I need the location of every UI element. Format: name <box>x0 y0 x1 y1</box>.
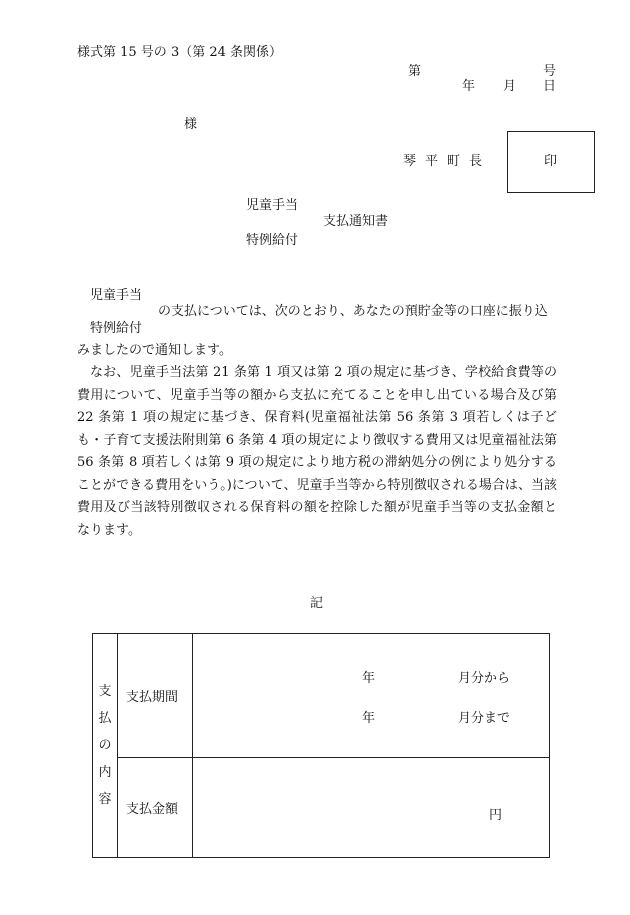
period-from-year: 年 <box>362 671 376 686</box>
body-first-line: の支払については、次のとおり、あなたの預貯金等の口座に振り込 <box>158 304 548 319</box>
vertical-char: 容 <box>98 792 112 807</box>
vertical-char: 内 <box>98 765 112 780</box>
payment-details-table <box>92 633 550 858</box>
vertical-char: 支 <box>98 684 112 699</box>
period-from-month: 月分から <box>458 671 511 686</box>
issuer-name: 琴平町長 <box>403 154 492 169</box>
title-option-child-allowance: 児童手当 <box>246 198 299 213</box>
payment-amount-label: 支払金額 <box>118 758 193 858</box>
form-number: 様式第 15 号の 3（第 24 条関係） <box>77 45 283 60</box>
document-number-prefix: 第 <box>408 64 422 79</box>
addressee-honorific: 様 <box>184 117 198 132</box>
period-to-month: 月分まで <box>458 711 511 726</box>
vertical-char: 払 <box>98 711 112 726</box>
date-month-label: 月 <box>503 79 517 94</box>
payment-period-field[interactable] <box>193 634 550 758</box>
body-second-line: みましたので通知します。 <box>77 343 232 358</box>
body-option-special-benefit: 特例給付 <box>90 321 143 336</box>
period-to-year: 年 <box>362 711 376 726</box>
date-day-label: 日 <box>543 79 557 94</box>
body-option-child-allowance: 児童手当 <box>90 288 143 303</box>
payment-amount-field[interactable] <box>193 758 550 858</box>
date-year-label: 年 <box>462 79 476 94</box>
ki-heading: 記 <box>310 596 324 611</box>
document-title: 支払通知書 <box>323 214 389 229</box>
document-number-suffix: 号 <box>543 64 557 79</box>
seal-label: 印 <box>544 154 558 169</box>
amount-unit: 円 <box>489 808 503 823</box>
payment-period-label: 支払期間 <box>118 634 193 758</box>
body-paragraph-note: なお、児童手当法第 21 条第 1 項又は第 2 項の規定に基づき、学校給食費等の費用について、児童手当等の額から支払に充てることを申し出ている場合及び第 22 条第 1 項の規定に基づき、保育料(児童福祉法第 56 条第 3 項若しくは子ども・子育て支援法附則第 6 条第 4 項の規定により徴収する費用又は児童福祉法第 56 条第 8 項若しくは第 9 項の規定により地方税の滞納処分の例により処分することができる費用をいう。)について、児童手当等から特別徴収される場合は、当該費用及び当該特別徴収される保育料の額を控除した額が児童手当等の支払金額となります。 <box>77 365 557 538</box>
title-option-special-benefit: 特例給付 <box>246 233 299 248</box>
vertical-char: の <box>98 738 112 753</box>
payment-contents-label <box>93 634 118 858</box>
